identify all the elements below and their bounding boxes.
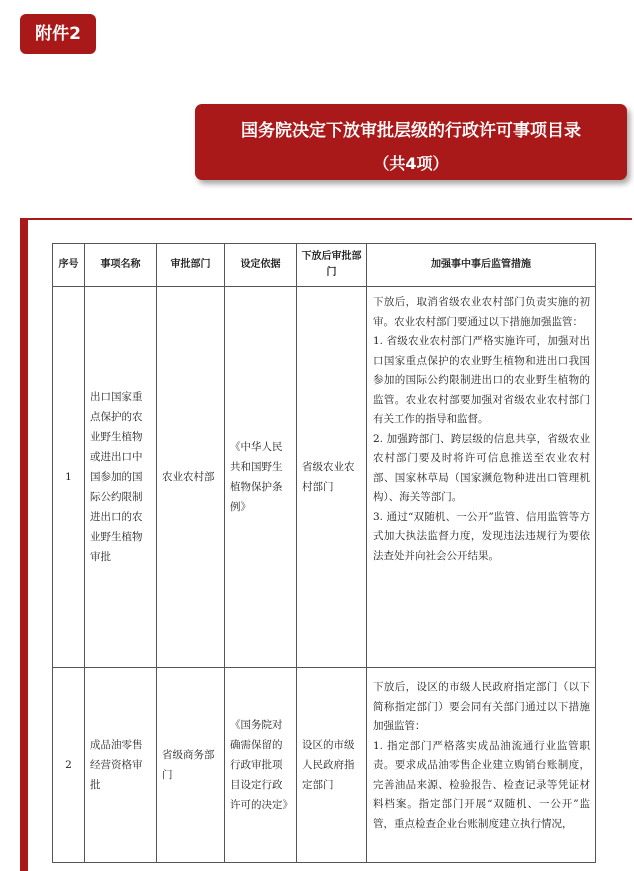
cell-dept: 省级商务部门 — [157, 668, 225, 863]
header-name: 事项名称 — [85, 244, 157, 287]
measures-text: 下放后，取消省级农业农村部门负责实施的初审。农业农村部门要通过以下措施加强监管： 1. 省级农业农村部门严格实施许可，加强对出口国家重点保护的农业野生植物和进出口我国参加的国际公约限制进出口的农业野生植物的监管。农业农村部要加强对省级农业农村部门有关工作的指导和监督。 2. 加强跨部门、跨层级的信息共享，省级农业农村部门要及时将许可信息推送至农业农村部、国家林草局（国家濒危物种进出口管理机构）、海关等部门。 3. 通过“双随机、一公开”监管、信用监管等方式加大执法监督力度，发现违法违规行为要依法查处并向社会公开结果。 — [373, 296, 590, 562]
cell-seq: 1 — [53, 287, 85, 668]
page-title — [195, 104, 627, 180]
cell-measures — [367, 287, 596, 668]
cell-name: 成品油零售经营资格审批 — [85, 668, 157, 863]
cell-seq: 2 — [53, 668, 85, 863]
top-divider — [20, 218, 632, 220]
cell-dept: 农业农村部 — [157, 287, 225, 668]
title-line2: （共4项） — [373, 154, 449, 173]
table-header-row — [53, 244, 596, 287]
permit-table — [52, 243, 596, 863]
title-line1: 国务院决定下放审批层级的行政许可事项目录 — [241, 121, 581, 141]
table-row — [53, 668, 596, 863]
header-new-dept: 下放后审批部门 — [297, 244, 367, 287]
table-row — [53, 287, 596, 668]
measures-text: 下放后，设区的市级人民政府指定部门（以下简称指定部门）要会同有关部门通过以下措施加强监管： 1. 指定部门严格落实成品油流通行业监管职责。要求成品油零售企业建立购销台账制度，完善油品来源、检验报告、检查记录等凭证材料档案。指定部门开展“双随机、一公开”监管，重点检查企业台账制度建立执行情况， — [373, 681, 590, 830]
cell-basis: 《中华人民共和国野生植物保护条例》 — [225, 287, 297, 668]
attachment-badge: 附件2 — [20, 14, 96, 54]
cell-new-dept: 省级农业农村部门 — [297, 287, 367, 668]
cell-basis: 《国务院对确需保留的行政审批项目设定行政许可的决定》 — [225, 668, 297, 863]
side-accent-bar — [20, 218, 28, 871]
header-seq: 序号 — [53, 244, 85, 287]
header-basis: 设定依据 — [225, 244, 297, 287]
cell-new-dept: 设区的市级人民政府指定部门 — [297, 668, 367, 863]
cell-measures — [367, 668, 596, 863]
header-dept: 审批部门 — [157, 244, 225, 287]
header-measures: 加强事中事后监管措施 — [367, 244, 596, 287]
cell-name: 出口国家重点保护的农业野生植物或进出口中国参加的国际公约限制进出口的农业野生植物审批 — [85, 287, 157, 668]
